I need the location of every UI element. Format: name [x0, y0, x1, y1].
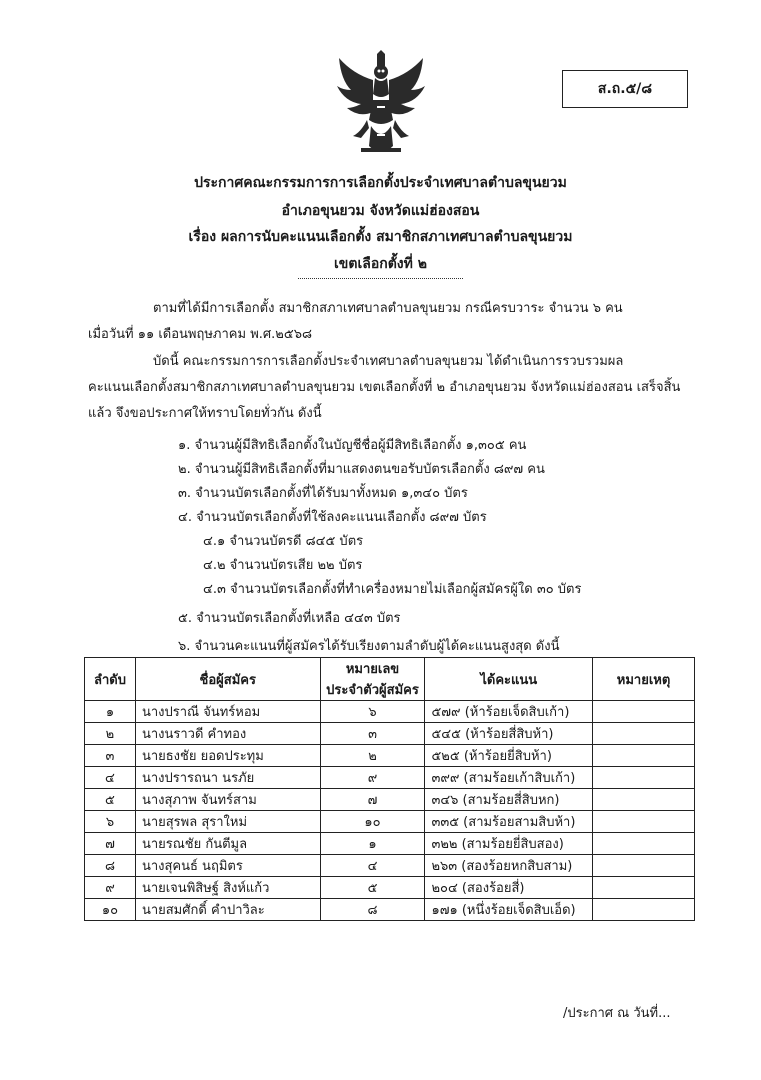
header-candidate-number [320, 658, 425, 701]
header-number-line-2: ประจำตัวผู้สมัคร [326, 683, 419, 698]
item-1: ๑. จำนวนผู้มีสิทธิเลือกตั้งในบัญชีชื่อผู้มีสิทธิเลือกตั้ง ๑,๓๐๕ คน [178, 438, 527, 453]
number-cell: ๕ [320, 877, 425, 899]
name-cell: นายสุรพล สุราใหม่ [135, 811, 320, 833]
name-cell: นางสุภาพ จันทร์สาม [135, 789, 320, 811]
rank-cell: ๗ [85, 833, 136, 855]
intro-paragraph-2-line-3: แล้ว จึงขอประกาศให้ทราบโดยทั่วกัน ดังนี้ [88, 406, 322, 421]
table-row [85, 789, 695, 811]
number-cell: ๙ [320, 767, 425, 789]
score-cell: ๓๒๒ (สามร้อยยี่สิบสอง) [425, 833, 593, 855]
table-header-row [85, 658, 695, 701]
number-cell: ๒ [320, 745, 425, 767]
intro-paragraph-2-line-2: คะแนนเลือกตั้งสมาชิกสภาเทศบาลตำบลขุนยวม เขตเลือกตั้งที่ ๒ อำเภอขุนยวม จังหวัดแม่ฮ่องสอน เสร็จสิ้น [88, 380, 681, 395]
header-number-line-1: หมายเลข [345, 662, 400, 677]
number-cell: ๘ [320, 899, 425, 921]
name-cell: นายธงชัย ยอดประทุม [135, 745, 320, 767]
score-cell: ๕๗๙ (ห้าร้อยเจ็ดสิบเก้า) [425, 701, 593, 723]
rank-cell: ๘ [85, 855, 136, 877]
name-cell: นายเจนพิสิษฐ์ สิงห์แก้ว [135, 877, 320, 899]
rank-cell: ๒ [85, 723, 136, 745]
district-line: อำเภอขุนยวม จังหวัดแม่ฮ่องสอน [281, 203, 480, 219]
number-cell: ๑๐ [320, 811, 425, 833]
table-row [85, 767, 695, 789]
table-row [85, 701, 695, 723]
item-2: ๒. จำนวนผู้มีสิทธิเลือกตั้งที่มาแสดงตนขอรับบัตรเลือกตั้ง ๘๙๗ คน [178, 462, 545, 477]
number-cell: ๑ [320, 833, 425, 855]
continuation-footer: /ประกาศ ณ วันที่... [563, 1006, 671, 1021]
score-cell: ๕๔๕ (ห้าร้อยสี่สิบห้า) [425, 723, 593, 745]
note-cell [593, 899, 695, 921]
dotted-divider [298, 278, 463, 279]
note-cell [593, 701, 695, 723]
score-cell: ๓๓๕ (สามร้อยสามสิบห้า) [425, 811, 593, 833]
table-row [85, 855, 695, 877]
table-row [85, 833, 695, 855]
table-row [85, 877, 695, 899]
rank-cell: ๑ [85, 701, 136, 723]
score-cell: ๑๗๑ (หนึ่งร้อยเจ็ดสิบเอ็ด) [425, 899, 593, 921]
results-table [84, 657, 695, 921]
rank-cell: ๔ [85, 767, 136, 789]
garuda-emblem-icon [331, 50, 431, 160]
form-code-box: ส.ถ.๕/๘ [562, 70, 688, 108]
table-row [85, 811, 695, 833]
note-cell [593, 877, 695, 899]
intro-paragraph-1-line-2: เมื่อวันที่ ๑๑ เดือนพฤษภาคม พ.ศ.๒๕๖๘ [88, 327, 312, 342]
number-cell: ๓ [320, 723, 425, 745]
rank-cell: ๓ [85, 745, 136, 767]
subject-line: เรื่อง ผลการนับคะแนนเลือกตั้ง สมาชิกสภาเทศบาลตำบลขุนยวม [188, 229, 573, 245]
header-note: หมายเหตุ [593, 658, 695, 701]
table-row [85, 723, 695, 745]
note-cell [593, 723, 695, 745]
item-3: ๓. จำนวนบัตรเลือกตั้งที่ได้รับมาทั้งหมด ๑,๓๔๐ บัตร [178, 486, 468, 501]
name-cell: นางนราวดี คำทอง [135, 723, 320, 745]
item-4-3: ๔.๓ จำนวนบัตรเลือกตั้งที่ทำเครื่องหมายไม่เลือกผู้สมัครผู้ใด ๓๐ บัตร [203, 582, 582, 597]
intro-paragraph-2-line-1: บัดนี้ คณะกรรมการการเลือกตั้งประจำเทศบาลตำบลขุนยวม ได้ดำเนินการรวบรวมผล [153, 354, 624, 369]
note-cell [593, 767, 695, 789]
rank-cell: ๙ [85, 877, 136, 899]
number-cell: ๔ [320, 855, 425, 877]
score-cell: ๕๒๕ (ห้าร้อยยี่สิบห้า) [425, 745, 593, 767]
item-6: ๖. จำนวนคะแนนที่ผู้สมัครได้รับเรียงตามลำดับผู้ได้คะแนนสูงสุด ดังนี้ [178, 639, 560, 654]
note-cell [593, 745, 695, 767]
item-4: ๔. จำนวนบัตรเลือกตั้งที่ใช้ลงคะแนนเลือกตั้ง ๘๙๗ บัตร [178, 510, 487, 525]
note-cell [593, 789, 695, 811]
score-cell: ๒๖๓ (สองร้อยหกสิบสาม) [425, 855, 593, 877]
announcement-title: ประกาศคณะกรรมการการเลือกตั้งประจำเทศบาลตำบลขุนยวม [194, 175, 567, 191]
table-row [85, 745, 695, 767]
header-name: ชื่อผู้สมัคร [135, 658, 320, 701]
note-cell [593, 811, 695, 833]
rank-cell: ๖ [85, 811, 136, 833]
name-cell: นางปรารถนา นรภัย [135, 767, 320, 789]
table-row [85, 899, 695, 921]
rank-cell: ๕ [85, 789, 136, 811]
note-cell [593, 855, 695, 877]
number-cell: ๗ [320, 789, 425, 811]
intro-paragraph-1-line-1: ตามที่ได้มีการเลือกตั้ง สมาชิกสภาเทศบาลตำบลขุนยวม กรณีครบวาระ จำนวน ๖ คน [153, 301, 623, 316]
score-cell: ๒๐๔ (สองร้อยสี่) [425, 877, 593, 899]
name-cell: นางปราณี จันทร์หอม [135, 701, 320, 723]
rank-cell: ๑๐ [85, 899, 136, 921]
score-cell: ๓๙๙ (สามร้อยเก้าสิบเก้า) [425, 767, 593, 789]
header-score: ได้คะแนน [425, 658, 593, 701]
item-4-2: ๔.๒ จำนวนบัตรเสีย ๒๒ บัตร [203, 558, 363, 573]
constituency-line: เขตเลือกตั้งที่ ๒ [334, 256, 427, 272]
name-cell: นางสุคนธ์ นฤมิตร [135, 855, 320, 877]
item-5: ๕. จำนวนบัตรเลือกตั้งที่เหลือ ๔๔๓ บัตร [178, 611, 401, 626]
note-cell [593, 833, 695, 855]
name-cell: นายสมศักดิ์ คำปาวิละ [135, 899, 320, 921]
name-cell: นายรณชัย กันตีมูล [135, 833, 320, 855]
header-rank: ลำดับ [85, 658, 136, 701]
item-4-1: ๔.๑ จำนวนบัตรดี ๘๔๕ บัตร [203, 534, 364, 549]
score-cell: ๓๔๖ (สามร้อยสี่สิบหก) [425, 789, 593, 811]
number-cell: ๖ [320, 701, 425, 723]
